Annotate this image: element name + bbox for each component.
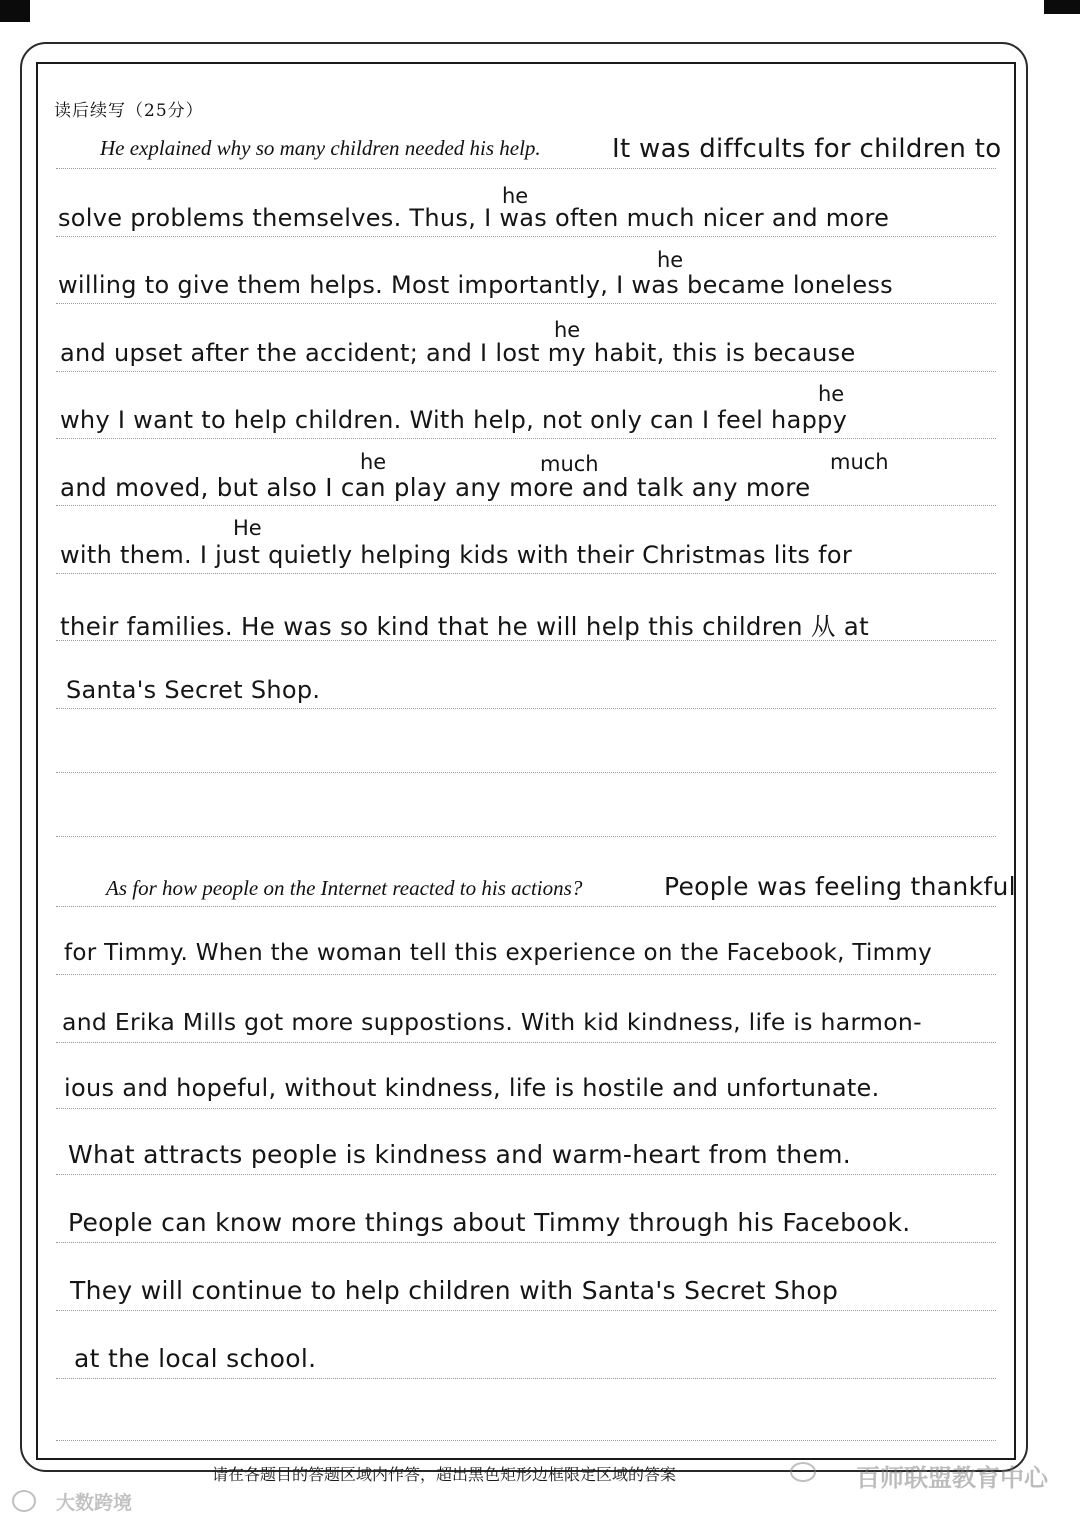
registration-mark-right	[1044, 0, 1080, 14]
insertion-word: He	[233, 516, 262, 540]
handwriting-line: and upset after the accident; and I lost my habit, this is because	[60, 339, 856, 367]
footer-instruction: 请在各题目的答题区域内作答，超出黑色矩形边框限定区域的答案	[212, 1465, 677, 1484]
handwriting-line: Santa's Secret Shop.	[66, 676, 321, 704]
handwriting-line: What attracts people is kindness and warm-heart from them.	[68, 1140, 852, 1169]
registration-mark-left	[0, 0, 30, 22]
insertion-word: he	[502, 184, 529, 208]
handwriting-line: with them. I just quietly helping kids with their Christmas lits for	[60, 541, 853, 569]
handwriting-line: and Erika Mills got more suppostions. With kid kindness, life is harmon-	[62, 1008, 922, 1036]
insertion-word: he	[818, 382, 845, 406]
section-title: 读后续写（25分）	[54, 101, 204, 121]
handwriting-line: solve problems themselves. Thus, I was often much nicer and more	[58, 204, 890, 232]
insertion-word: much	[830, 450, 889, 474]
insertion-word: he	[554, 318, 581, 342]
watermark-left: 大数跨境	[56, 1492, 133, 1514]
handwriting-line: willing to give them helps. Most importantly, I was became loneless	[58, 271, 893, 299]
handwriting-line: It was diffcults for children to	[612, 134, 1002, 164]
insertion-word: much	[540, 452, 599, 476]
insertion-word: he	[360, 450, 387, 474]
handwriting-line: and moved, but also I can play any more and talk any more	[60, 473, 811, 502]
handwriting-line: why I want to help children. With help, not only can I feel happy	[60, 406, 848, 434]
weibo-icon	[12, 1490, 36, 1512]
wechat-icon	[790, 1462, 816, 1482]
handwriting-line: They will continue to help children with Santa's Secret Shop	[70, 1276, 839, 1305]
handwriting-line: ious and hopeful, without kindness, life is hostile and unfortunate.	[64, 1074, 880, 1102]
watermark-right: 百师联盟教育中心	[856, 1464, 1048, 1492]
handwriting-line: at the local school.	[74, 1344, 317, 1373]
insertion-word: he	[657, 248, 684, 272]
handwriting-line: for Timmy. When the woman tell this experience on the Facebook, Timmy	[64, 940, 933, 966]
prompt-2: As for how people on the Internet reacted to his actions?	[106, 876, 583, 900]
handwriting-line: People can know more things about Timmy through his Facebook.	[68, 1208, 911, 1237]
handwriting-line: People was feeling thankful	[664, 872, 1016, 901]
handwriting-line: their families. He was so kind that he will help this children 从 at	[60, 612, 870, 641]
prompt-1: He explained why so many children needed his help.	[100, 136, 541, 160]
